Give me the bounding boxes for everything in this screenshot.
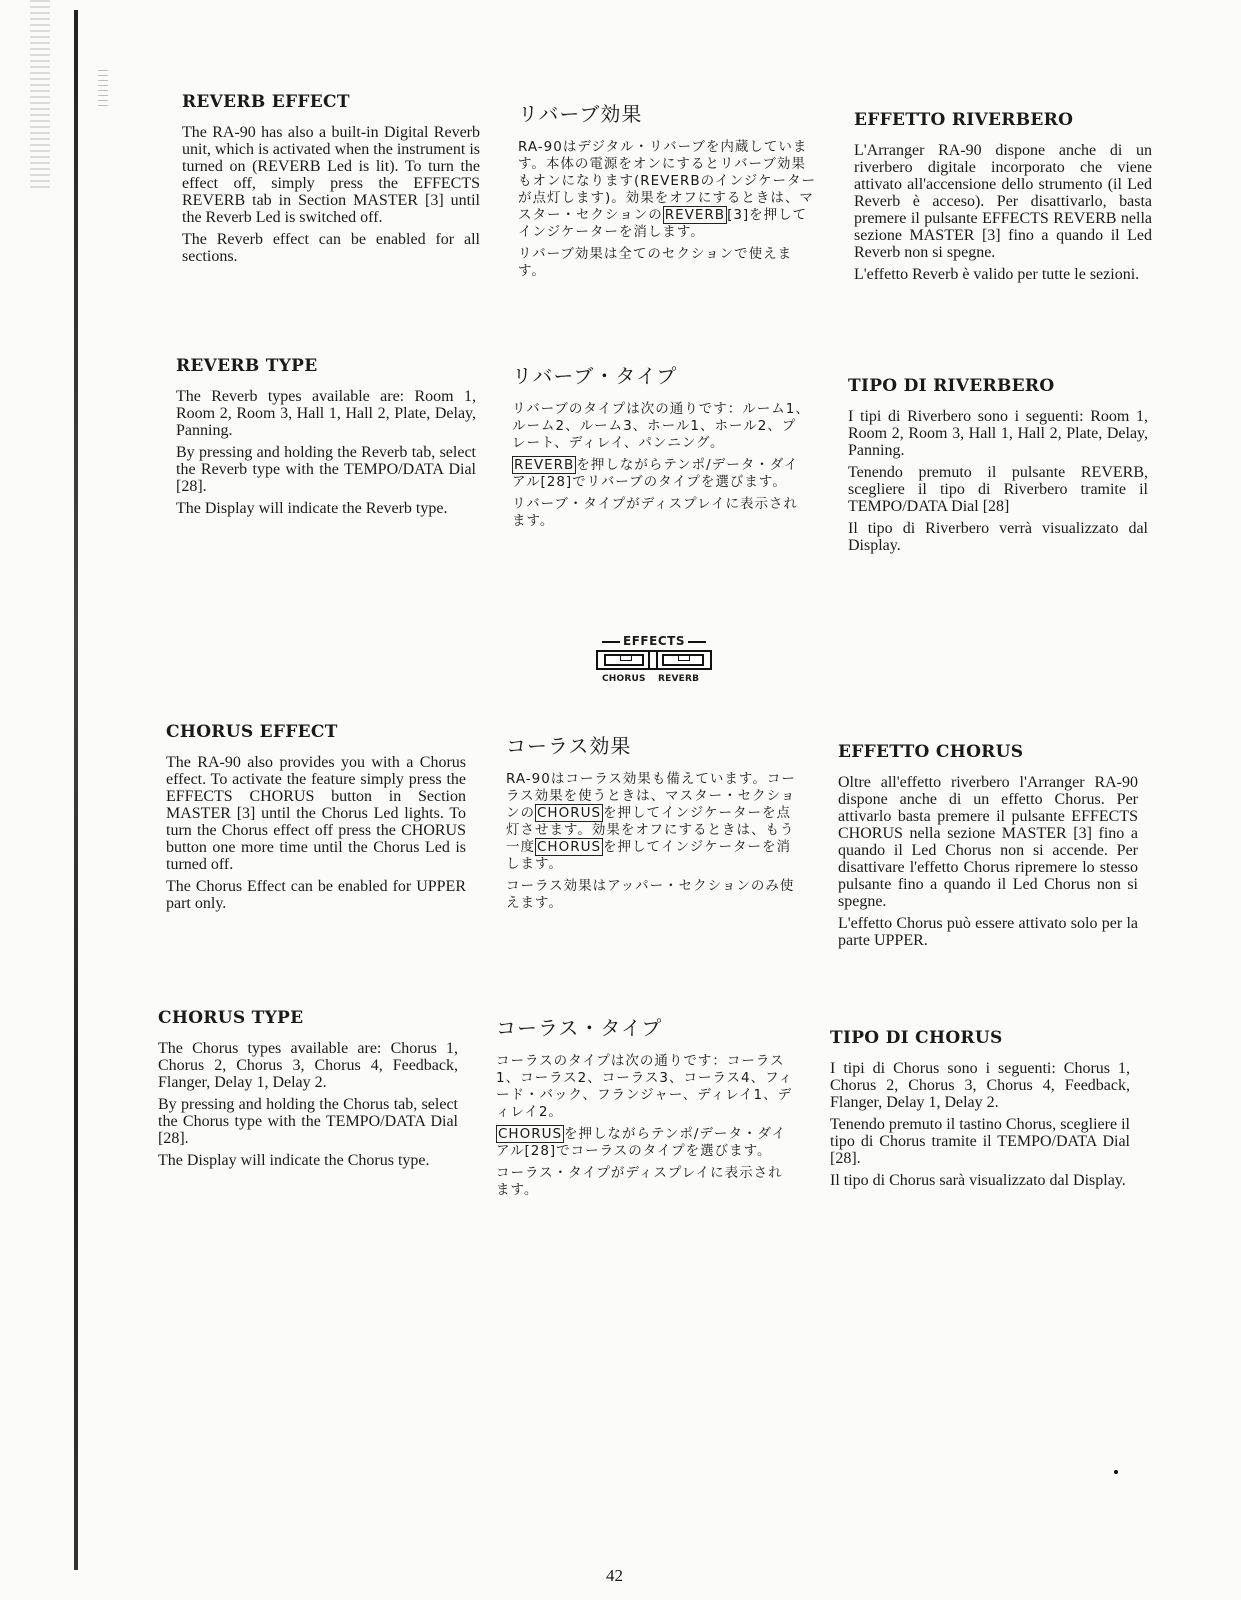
effects-panel-title: EFFECTS	[592, 634, 716, 648]
paragraph: リバーブ効果は全てのセクションで使えます。	[518, 246, 793, 279]
led-icon	[678, 656, 690, 661]
paragraph: By pressing and holding the Chorus tab, select the Chorus type with the TEMPO/DATA Dial [28].	[158, 1096, 458, 1147]
chorus-button-ref: CHORUS	[537, 805, 602, 821]
effects-panel-illustration	[592, 634, 716, 688]
effects-panel-frame	[596, 650, 712, 670]
paragraph: リバーブのタイプは次の通りです：ルーム1、ルーム2、ルーム3、ホール1、ホール2、プレート、ディレイ、パンニング。	[512, 401, 810, 451]
paragraph: L'Arranger RA-90 dispone anche di un riverbero digitale incorporato che viene attivato all'accensione dello strumento (il Led Reverb è acceso). Per disattivarlo, basta premere il pulsante EFFECTS REVERB nella sezione MASTER [3] fino a quando il Led Reverb non si spegne.	[854, 142, 1152, 261]
chorus-effect-jp	[506, 730, 804, 917]
paragraph: Il tipo di Chorus sarà visualizzato dal Display.	[830, 1172, 1126, 1189]
chorus-type-it	[830, 1028, 1130, 1194]
section-title: CHORUS TYPE	[158, 1008, 304, 1028]
paragraph: CHORUS を押しながらテンポ/データ・ダイアル[28]でコーラスのタイプを選びます。	[496, 1126, 787, 1159]
section-title: コーラス・タイプ	[496, 1016, 663, 1040]
reverb-button-ref: REVERB	[514, 457, 575, 473]
paragraph: RA-90はデジタル・リバーブを内蔵しています。本体の電源をオンにするとリバーブ効果もオンになります(REVERBのインジケーターが点灯します)。効果をオフにするときは、マスター・セクションの REVERB [3]を押してインジケーターを消します。	[518, 139, 816, 240]
paragraph: RA-90はコーラス効果も備えています。コーラス効果を使うときは、マスター・セクションの CHORUS を押してインジケーターを点灯させます。効果をオフにするときは、もう一度 CHORUS を押してインジケーターを消します。	[506, 771, 796, 872]
reverb-effect-en	[182, 92, 480, 270]
paragraph: The RA-90 has also a built-in Digital Reverb unit, which is activated when the instrument is turned on (REVERB Led is lit). To turn the effect off, simply press the EFFECTS REVERB tab in Section MASTER [3] until the Reverb Led is switched off.	[182, 124, 480, 226]
reverb-button-ref: REVERB	[664, 207, 726, 223]
paragraph: L'effetto Chorus può essere attivato solo per la parte UPPER.	[838, 915, 1138, 949]
reverb-type-en	[176, 356, 476, 522]
reverb-tab-icon	[662, 654, 704, 666]
paragraph: コーラス効果はアッパー・セクションのみ使えます。	[506, 878, 795, 911]
section-title: EFFETTO RIVERBERO	[854, 110, 1074, 130]
chorus-effect-en	[166, 722, 466, 917]
chorus-tab-icon	[604, 654, 644, 666]
paragraph: I tipi di Chorus sono i seguenti: Chorus 1, Chorus 2, Chorus 3, Chorus 4, Feedback, Flanger, Delay 1, Delay 2.	[830, 1060, 1130, 1111]
paragraph: Oltre all'effetto riverbero l'Arranger RA-90 dispone anche di un effetto Chorus. Per attivarlo basta premere il pulsante EFFECTS CHORUS nella sezione MASTER [3] fino a quando il Led Chorus non si accende. Per disattivare l'effetto Chorus ripremere lo stesso pulsante fino a quando il Led Chorus non si spegne.	[838, 774, 1138, 910]
reverb-type-jp	[512, 360, 810, 535]
section-title: EFFETTO CHORUS	[838, 742, 1024, 762]
paragraph: Tenendo premuto il tastino Chorus, scegliere il tipo di Chorus tramite il TEMPO/DATA Dial [28].	[830, 1116, 1130, 1167]
section-title: リバーブ効果	[518, 102, 643, 126]
chorus-button-ref: CHORUS	[498, 1126, 563, 1142]
chorus-type-en	[158, 1008, 458, 1174]
paragraph: L'effetto Reverb è valido per tutte le sezioni.	[854, 266, 1140, 283]
reverb-effect-it	[854, 110, 1152, 288]
paragraph: The Reverb effect can be enabled for all sections.	[182, 231, 480, 265]
paragraph: I tipi di Riverbero sono i seguenti: Room 1, Room 2, Room 3, Hall 1, Hall 2, Plate, Delay, Panning.	[848, 408, 1148, 459]
paragraph: コーラスのタイプは次の通りです：コーラス1、コーラス2、コーラス3、コーラス4、フィード・バック、フランジャー、ディレイ1、ディレイ2。	[496, 1053, 794, 1120]
chorus-effect-it	[838, 742, 1138, 954]
paragraph: Il tipo di Riverbero verrà visualizzato dal Display.	[848, 520, 1148, 554]
binding-edge	[74, 10, 78, 1570]
scan-speck	[1114, 1470, 1118, 1474]
paragraph: コーラス・タイプがディスプレイに表示されます。	[496, 1165, 783, 1198]
section-title: リバーブ・タイプ	[512, 364, 678, 388]
chorus-type-jp	[496, 1012, 794, 1204]
scan-artifact	[30, 0, 50, 190]
section-title: REVERB EFFECT	[182, 92, 350, 112]
section-title: TIPO DI CHORUS	[830, 1028, 1003, 1048]
page-number: 42	[606, 1566, 623, 1585]
divider	[648, 652, 658, 668]
paragraph: The Display will indicate the Chorus type.	[158, 1152, 430, 1169]
scan-artifact	[98, 70, 108, 110]
led-icon	[620, 656, 632, 661]
chorus-button-ref: CHORUS	[537, 839, 602, 855]
paragraph: The Display will indicate the Reverb type.	[176, 500, 448, 517]
paragraph: The Chorus Effect can be enabled for UPPER part only.	[166, 878, 466, 912]
reverb-type-it	[848, 376, 1148, 559]
section-title: TIPO DI RIVERBERO	[848, 376, 1055, 396]
paragraph: REVERB を押しながらテンポ/データ・ダイアル[28]でリバーブのタイプを選びます。	[512, 457, 799, 490]
reverb-label: REVERB	[658, 674, 700, 684]
section-title: コーラス効果	[506, 734, 632, 758]
paragraph: リバーブ・タイプがディスプレイに表示されます。	[512, 496, 798, 529]
paragraph: Tenendo premuto il pulsante REVERB, scegliere il tipo di Riverbero tramite il TEMPO/DATA Dial [28]	[848, 464, 1148, 515]
paragraph: The Reverb types available are: Room 1, Room 2, Room 3, Hall 1, Hall 2, Plate, Delay, Panning.	[176, 388, 476, 439]
paragraph: The Chorus types available are: Chorus 1, Chorus 2, Chorus 3, Chorus 4, Feedback, Flanger, Delay 1, Delay 2.	[158, 1040, 458, 1091]
section-title: CHORUS EFFECT	[166, 722, 338, 742]
reverb-effect-jp	[518, 98, 816, 285]
paragraph: By pressing and holding the Reverb tab, select the Reverb type with the TEMPO/DATA Dial [28].	[176, 444, 476, 495]
section-title: REVERB TYPE	[176, 356, 318, 376]
chorus-label: CHORUS	[602, 674, 646, 684]
paragraph: The RA-90 also provides you with a Chorus effect. To activate the feature simply press the EFFECTS CHORUS button in Section MASTER [3] until the Chorus Led lights. To turn the Chorus effect off press the CHORUS button one more time until the Chorus Led is turned off.	[166, 754, 466, 873]
